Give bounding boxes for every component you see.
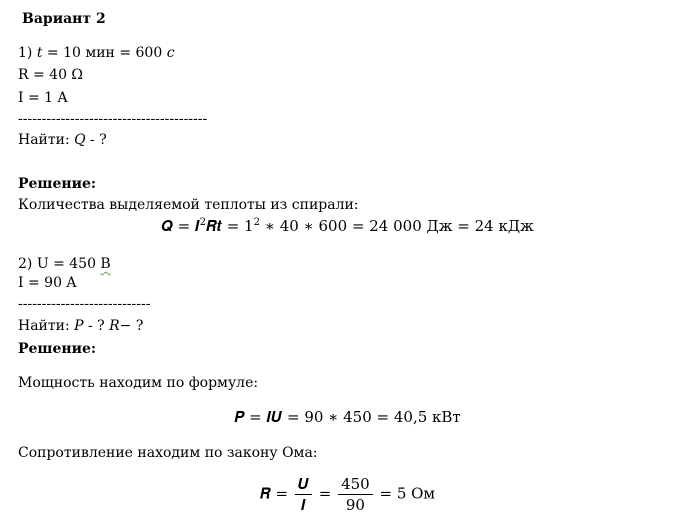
given-current: I = 1 A [18,90,68,106]
heat-formula-lhs: 𝑸 = 𝑰 [161,217,200,235]
given-time: 1) 𝑡 = 10 мин = 600 𝑐 [18,45,175,61]
resistance-formula [0,474,695,515]
fraction-90: 90 [345,496,365,514]
resistance-text: Сопротивление находим по закону Ома: [18,445,318,461]
find-q: Найти: 𝑄 - ? [18,132,107,148]
given-voltage [18,255,111,273]
fraction-450-over-90 [338,474,373,515]
heat-formula [0,217,695,235]
separator-2: ---------------------------- [18,296,151,312]
fraction-450: 450 [338,474,373,495]
heat-formula-rhs: 𝑹𝒕 = 1 [206,217,254,235]
solution-label-2: Решение: [18,341,97,357]
given-voltage-prefix: 2) U = 450 [18,256,101,272]
fraction-u: 𝑼 [295,474,312,495]
page-title: Вариант 2 [22,11,106,27]
resistance-result: = 5 Ом [379,484,436,503]
solution-label-1: Решение: [18,176,97,192]
given-resistance: R = 40 Ω [18,67,84,83]
solution-text-1: Количества выделяемой теплоты из спирали: [18,197,359,213]
find-p-r: Найти: 𝑃 - ? 𝑅− ? [18,318,144,334]
given-current-2: I = 90 A [18,275,77,291]
separator-1: ---------------------------------------- [18,111,208,127]
fraction-u-over-i [295,474,312,515]
power-formula: 𝑷 = 𝑰𝑼 = 90 ∗ 450 = 40,5 кВт [234,408,461,426]
fraction-i: 𝑰 [301,496,306,514]
resistance-lhs: 𝑹 = [259,484,289,503]
resistance-eq: = [318,484,332,503]
heat-formula-sup: 2 [199,217,207,228]
heat-formula-sup2: 2 [253,217,260,228]
given-voltage-unit: В [100,256,111,272]
power-text: Мощность находим по формуле: [18,375,259,391]
heat-formula-rest: ∗ 40 ∗ 600 = 24 000 Дж = 24 кДж [259,217,534,235]
